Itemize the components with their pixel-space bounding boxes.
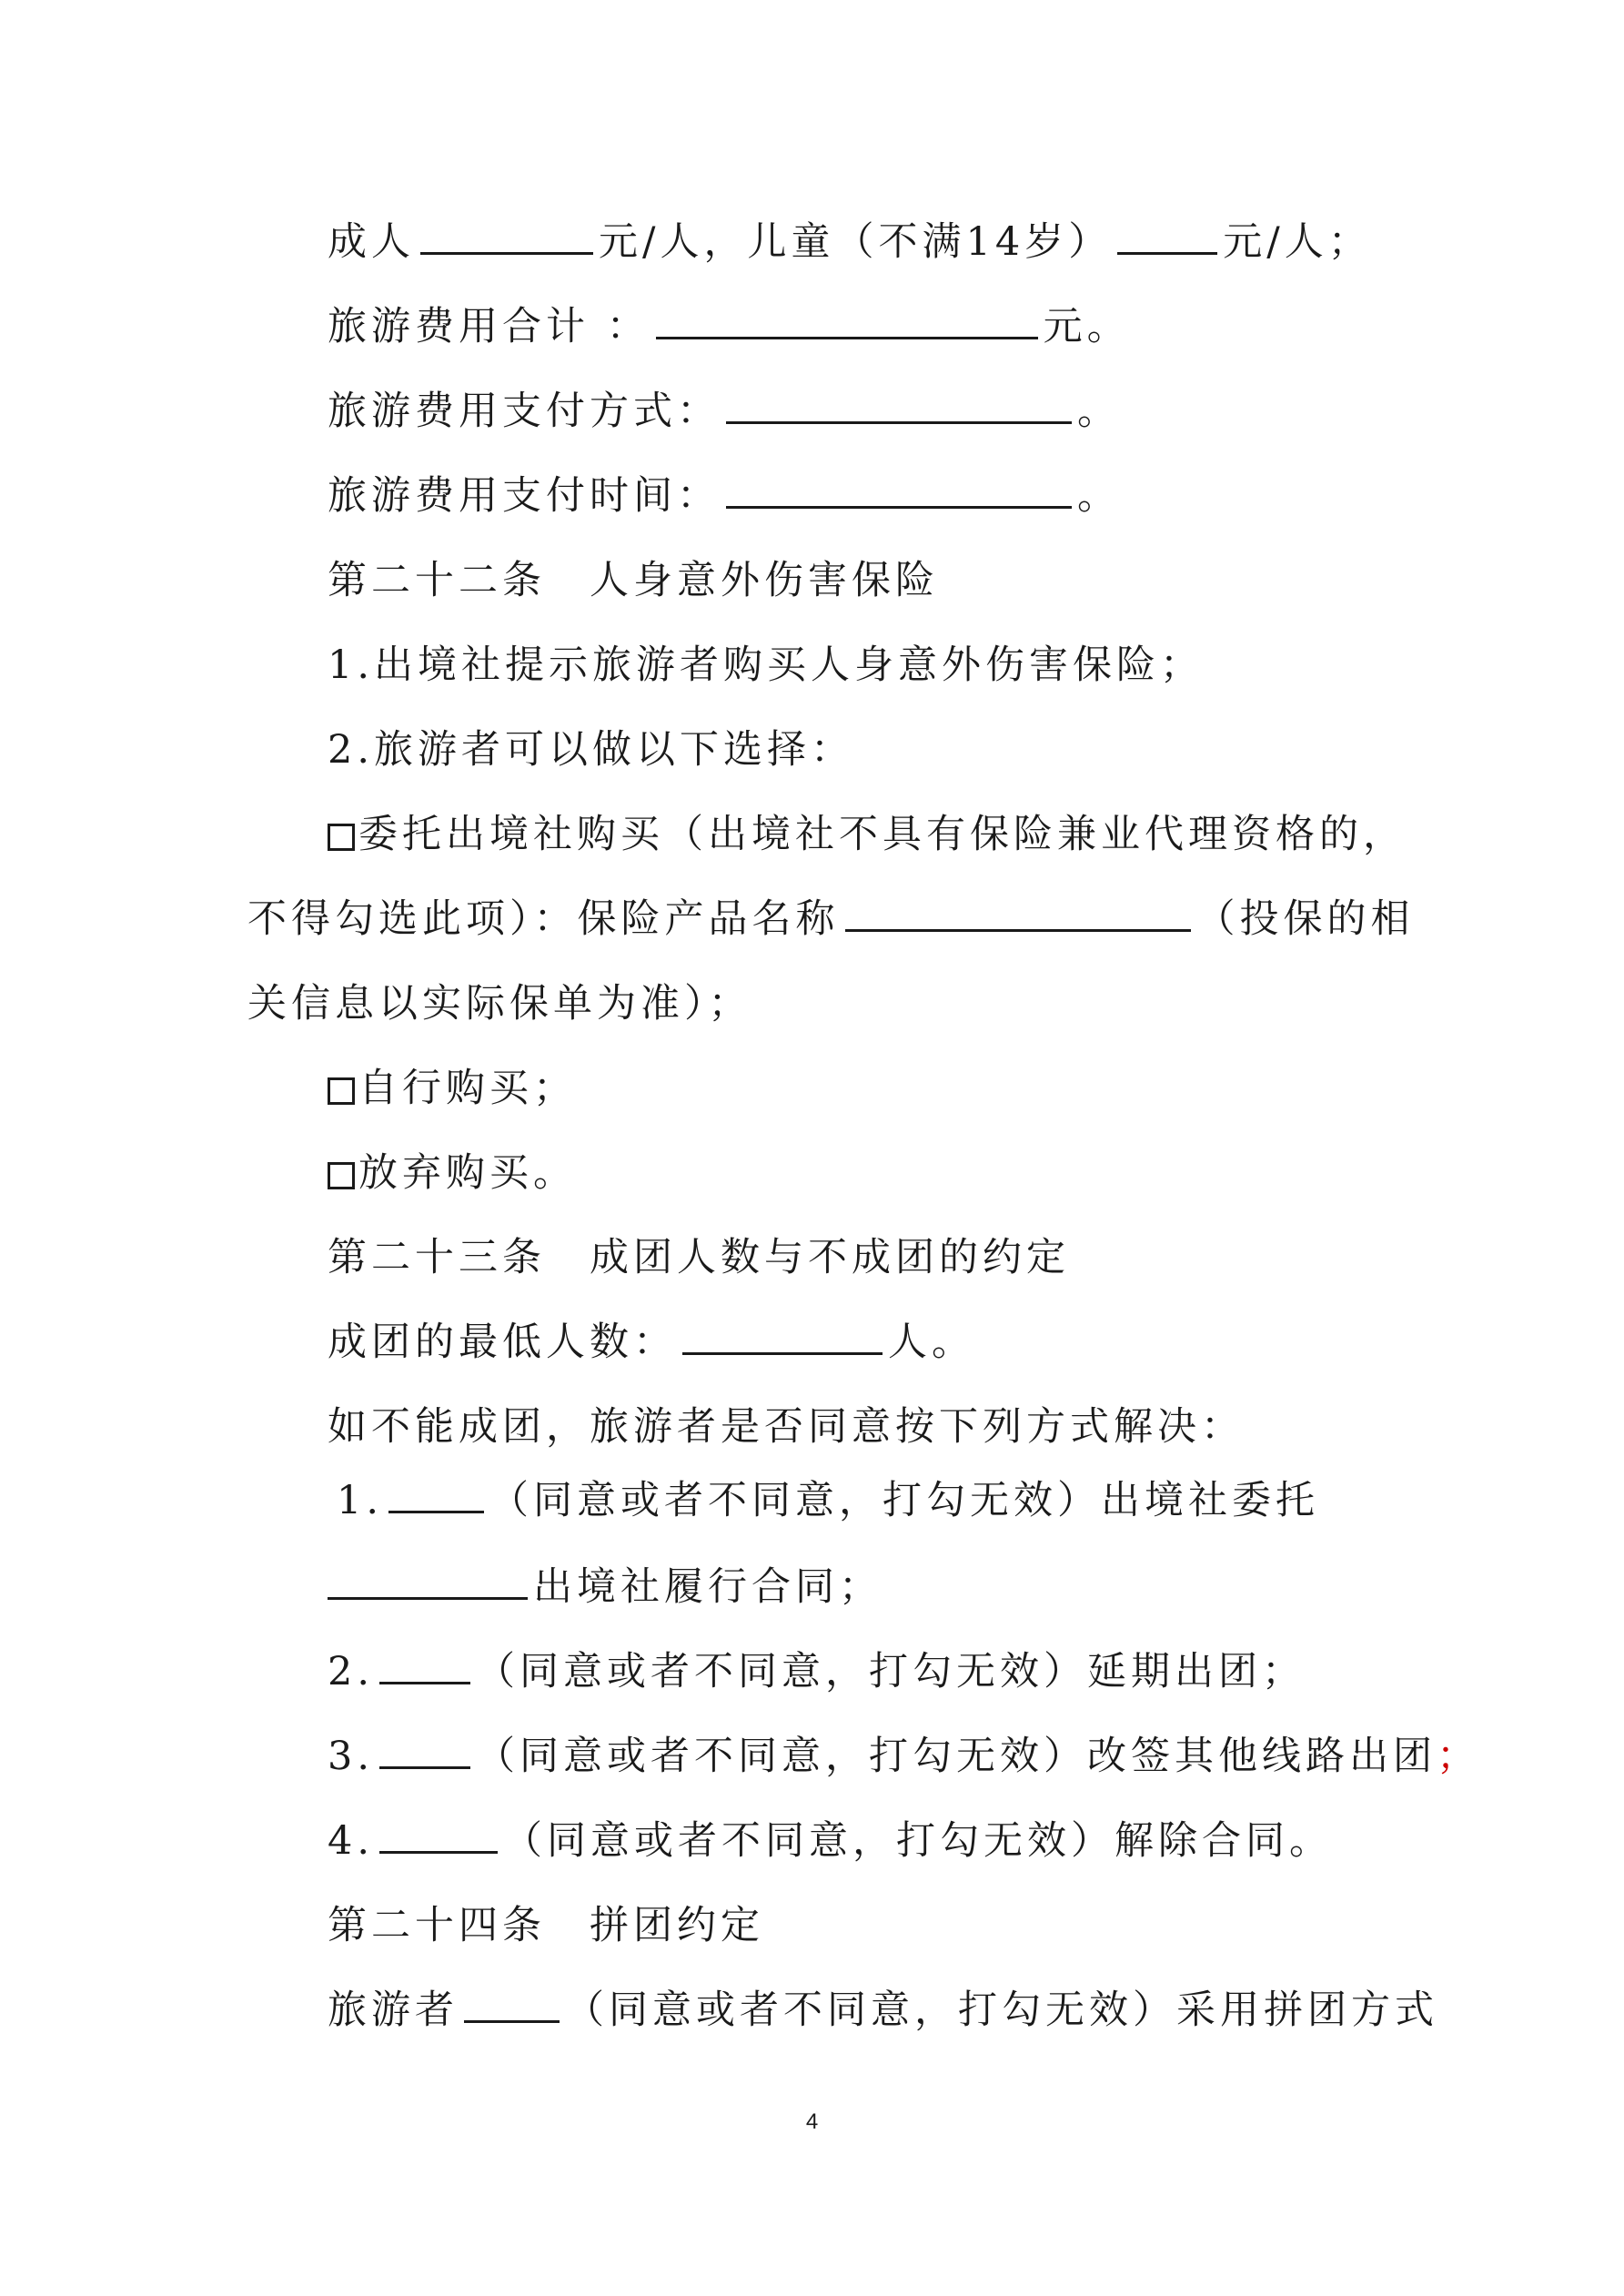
total-cost-blank[interactable] (656, 309, 1038, 339)
min-group-blank[interactable] (682, 1325, 883, 1355)
article-22-heading: 第二十二条 人身意外伤害保险 (328, 558, 939, 603)
entrusted-agency-blank[interactable] (328, 1570, 528, 1600)
red-semicolon: ； (1437, 1734, 1481, 1779)
no-group-question: 如不能成团，旅游者是否同意按下列方式解决： (328, 1404, 1245, 1450)
child-unit: 元/人； (1223, 219, 1372, 265)
option-entrust-text: 委托出境社购买（出境社不具有保险兼业代理资格的， (358, 812, 1407, 857)
page-number: 4 (805, 2109, 819, 2134)
total-cost-label: 旅游费用合计 ： (328, 304, 651, 349)
checkbox-abandon[interactable] (328, 1162, 355, 1189)
payment-time-label: 旅游费用支付时间： (328, 473, 721, 519)
period: 。 (1077, 389, 1121, 434)
min-group-size-line (328, 1320, 975, 1365)
article-23-heading: 第二十三条 成团人数与不成团的约定 (328, 1235, 1070, 1280)
adult-price-blank[interactable] (420, 225, 593, 255)
no-group-option-4 (328, 1818, 1334, 1864)
option-number: 4. (328, 1818, 375, 1864)
option-2-blank[interactable] (379, 1654, 470, 1684)
option-abandon-text: 放弃购买。 (358, 1150, 577, 1196)
no-group-option-3 (328, 1734, 1481, 1779)
option-2-text: （同意或者不同意，打勾无效）延期出团； (476, 1649, 1306, 1694)
payment-method-line (328, 389, 1121, 434)
insurance-product-blank[interactable] (845, 902, 1191, 932)
period: 。 (1077, 473, 1121, 519)
tourist-label: 旅游者 (328, 1988, 459, 2033)
article-24-heading: 第二十四条 拼团约定 (328, 1903, 764, 1948)
no-group-option-1-continued (328, 1564, 883, 1610)
option-number: 1. (337, 1478, 384, 1523)
insurance-product-label: 不得勾选此项）：保险产品名称 (247, 896, 840, 942)
checkbox-self-purchase[interactable] (328, 1077, 355, 1105)
payment-time-blank[interactable] (726, 479, 1072, 509)
option-abandon (328, 1150, 577, 1196)
adult-label: 成人 (328, 219, 415, 265)
option-1-text-continued: 出境社履行合同； (533, 1564, 883, 1610)
checkbox-entrust[interactable] (328, 824, 355, 851)
article-22-item-1: 1.出境社提示旅游者购买人身意外伤害保险； (328, 642, 1205, 688)
article-22-item-2: 2.旅游者可以做以下选择： (328, 727, 855, 773)
insurance-note-continued: 关信息以实际保单为准）； (247, 981, 752, 1027)
child-label: 元/人，儿童（不满14岁） (599, 219, 1113, 265)
min-group-label: 成团的最低人数： (328, 1320, 677, 1365)
total-cost-unit: 元。 (1043, 304, 1131, 349)
min-group-unit: 人。 (888, 1320, 975, 1365)
payment-time-line (328, 473, 1121, 519)
option-3-blank[interactable] (379, 1739, 470, 1769)
option-3-text: （同意或者不同意，打勾无效）改签其他线路出团 (476, 1734, 1437, 1779)
adult-child-price-line (328, 219, 1372, 265)
no-group-option-2 (328, 1649, 1306, 1694)
option-self-purchase (328, 1066, 577, 1111)
option-1-text: （同意或者不同意，打勾无效）出境社委托 (489, 1478, 1320, 1523)
option-1-blank[interactable] (388, 1483, 484, 1513)
child-price-blank[interactable] (1117, 225, 1217, 255)
total-cost-line (328, 304, 1131, 349)
option-4-text: （同意或者不同意，打勾无效）解除合同。 (503, 1818, 1334, 1864)
option-entrust-purchase (328, 812, 1407, 857)
insurance-product-line (247, 896, 1415, 942)
option-number: 3. (328, 1734, 375, 1779)
combined-group-line (328, 1988, 1438, 2033)
no-group-option-1 (337, 1478, 1320, 1523)
payment-method-blank[interactable] (726, 394, 1072, 424)
payment-method-label: 旅游费用支付方式： (328, 389, 721, 434)
option-number: 2. (328, 1649, 375, 1694)
combined-group-blank[interactable] (464, 1993, 560, 2023)
insurance-note: （投保的相 (1195, 896, 1415, 942)
option-4-blank[interactable] (379, 1824, 498, 1854)
option-self-text: 自行购买； (358, 1066, 577, 1111)
combined-group-text: （同意或者不同意，打勾无效）采用拼团方式 (565, 1988, 1438, 2033)
